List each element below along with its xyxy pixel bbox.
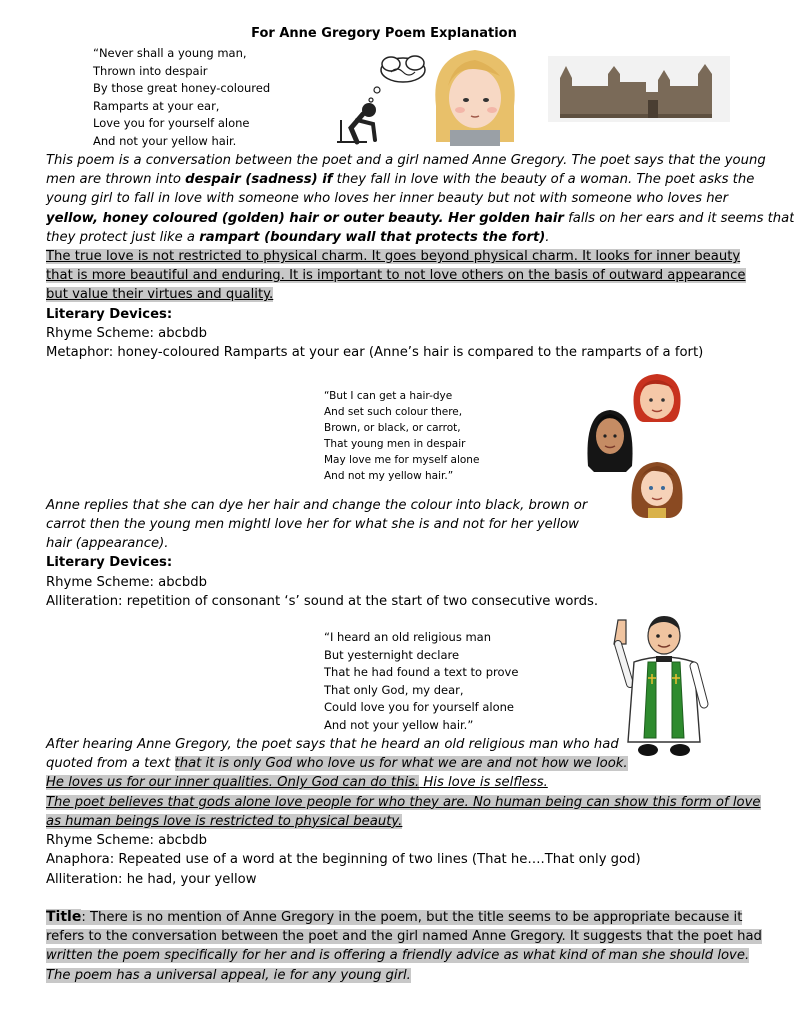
- bold-term: rampart (boundary wall that protects the fort): [199, 229, 546, 245]
- paragraph-line: Anne replies that she can dye her hair and change the colour into black, brown or: [46, 498, 588, 513]
- text-span: .: [545, 229, 550, 245]
- stanza-line: And not your yellow hair.”: [324, 717, 474, 732]
- page-title: For Anne Gregory Poem Explanation: [251, 26, 517, 41]
- stanza-line: That he had found a text to prove: [324, 665, 519, 680]
- explanation-paragraph-1: [46, 151, 794, 247]
- paragraph-line: [46, 966, 726, 985]
- explanation-paragraph-2: [46, 496, 588, 554]
- stanza-line: And not your yellow hair.: [93, 133, 237, 148]
- brown-hair-girl-image: [628, 458, 686, 520]
- stanza-line: “But I can get a hair-dye: [324, 390, 453, 402]
- poem-stanza-3: [324, 629, 518, 735]
- paragraph-line: [46, 793, 761, 812]
- paragraph-line: [46, 927, 762, 946]
- text-span: they protect just like a: [46, 229, 200, 245]
- stanza-line: That young men in despair: [324, 438, 466, 450]
- alliteration-line-1: Alliteration: repetition of consonant ‘s’ sound at the start of two consecutive words.: [46, 594, 599, 609]
- poem-stanza-1: [93, 45, 270, 151]
- despair-man-image: [333, 50, 433, 146]
- paragraph-line: [46, 754, 726, 773]
- stanza-line: By those great honey-coloured: [93, 81, 271, 96]
- highlight-text: as human beings love is restricted to physical beauty.: [46, 813, 403, 829]
- highlight-text: He loves us for our inner qualities. Only God can do this.: [46, 775, 420, 791]
- paragraph-line: [46, 908, 743, 927]
- paragraph-line: [46, 228, 726, 247]
- text-span: quoted from a text: [46, 756, 175, 772]
- text-span: falls on her ears and it seems that: [563, 210, 794, 226]
- paragraph-line: After hearing Anne Gregory, the poet says that he heard an old religious man who had: [46, 737, 619, 752]
- paragraph-line: [46, 773, 726, 792]
- stanza-line: Brown, or black, or carrot,: [324, 422, 461, 434]
- highlighted-note-1: [46, 247, 746, 305]
- highlight-text: that it is only God who love us for what we are and not how we look.: [174, 756, 628, 772]
- stanza-line: And not my yellow hair.”: [324, 470, 454, 482]
- paragraph-line: hair (appearance).: [46, 536, 169, 552]
- text-span: men are thrown into: [46, 172, 186, 188]
- stanza-line: Ramparts at your ear,: [93, 98, 220, 113]
- alliteration-line-2: Alliteration: he had, your yellow: [46, 872, 257, 887]
- literary-devices-heading-2: Literary Devices:: [46, 555, 173, 570]
- rhyme-scheme-2: Rhyme Scheme: abcbdb: [46, 575, 207, 590]
- highlight-text: but value their virtues and quality.: [46, 287, 274, 303]
- stanza-line: Love you for yourself alone: [93, 116, 250, 131]
- highlight-line: [46, 247, 741, 266]
- highlight-text: that is more beautiful and enduring. It is important to not love others on the basis of outward appearance: [46, 268, 746, 284]
- paragraph-line: [46, 812, 726, 831]
- red-hair-girl-image: [628, 372, 686, 424]
- stanza-line: “Never shall a young man,: [93, 46, 247, 60]
- anaphora-line: Anaphora: Repeated use of a word at the beginning of two lines (That he….That only god): [46, 852, 641, 867]
- paragraph-line: young girl to fall in love with someone who loves her inner beauty but not with someone who loves her: [46, 191, 729, 207]
- stanza-line: “I heard an old religious man: [324, 630, 492, 644]
- highlight-text: The poem has a universal appeal, ie for any young girl.: [46, 967, 411, 983]
- stanza-line: Thrown into despair: [93, 63, 208, 78]
- title-label: Title: [46, 909, 82, 925]
- rampart-image: [548, 56, 730, 122]
- highlight-text: The poet believes that gods alone love people for who they are. No human being can show this form of love: [46, 794, 761, 810]
- stanza-line: And set such colour there,: [324, 406, 463, 418]
- rhyme-scheme-3: Rhyme Scheme: abcbdb: [46, 833, 207, 848]
- highlight-text: written the poem specifically for her and is offering a friendly advice as what kind of man she should love.: [46, 948, 750, 964]
- highlight-line: [46, 266, 746, 285]
- highlight-text: refers to the conversation between the poet and the girl named Anne Gregory. It suggests that the poet had: [46, 929, 762, 945]
- text-span: they fall in love with the beauty of a woman. The poet asks the: [332, 172, 755, 188]
- metaphor-line: Metaphor: honey-coloured Ramparts at your ear (Anne’s hair is compared to the ramparts of a fort): [46, 345, 704, 360]
- stanza-line: Could love you for yourself alone: [324, 700, 514, 715]
- stanza-line: May love me for myself alone: [324, 454, 480, 466]
- poem-stanza-2: [324, 388, 479, 484]
- rhyme-scheme-1: Rhyme Scheme: abcbdb: [46, 326, 207, 341]
- paragraph-line: [46, 170, 755, 189]
- highlight-text: : There is no mention of Anne Gregory in the poem, but the title seems to be appropriate because it: [81, 910, 743, 925]
- paragraph-line: carrot then the young men mightl love her for what she is and not for her yellow: [46, 517, 579, 533]
- text-span: His love is selfless.: [419, 775, 548, 791]
- blonde-girl-image: [430, 46, 520, 146]
- bold-term: despair (sadness) if: [185, 172, 333, 188]
- paragraph-line: [46, 946, 750, 965]
- paragraph-line: This poem is a conversation between the poet and a girl named Anne Gregory. The poet says that the young: [46, 153, 766, 168]
- literary-devices-heading-1: Literary Devices:: [46, 307, 173, 322]
- explanation-paragraph-3: [46, 735, 761, 831]
- highlight-text: The true love is not restricted to physical charm. It goes beyond physical charm. It looks for inner beauty: [46, 249, 741, 264]
- stanza-line: But yesternight declare: [324, 647, 460, 662]
- stanza-line: That only God, my dear,: [324, 682, 464, 697]
- paragraph-line: [46, 209, 794, 228]
- title-explanation: [46, 908, 762, 985]
- bold-term: yellow, honey coloured (golden) hair or outer beauty. Her golden hair: [46, 210, 564, 226]
- highlight-line: [46, 285, 726, 304]
